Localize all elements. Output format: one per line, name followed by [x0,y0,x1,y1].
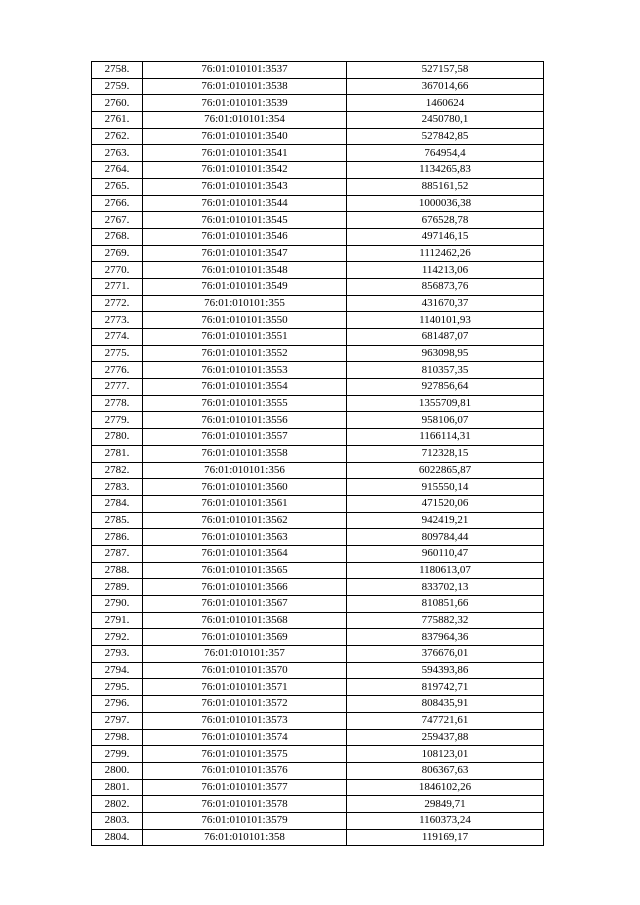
cadastral-value-cell: 963098,95 [347,345,544,362]
cadastral-value-cell: 809784,44 [347,529,544,546]
table-row [92,345,544,362]
row-number-cell: 2767. [92,212,143,229]
cadastral-number-cell: 76:01:010101:3538 [143,78,347,95]
row-number-cell: 2761. [92,112,143,129]
table-row [92,95,544,112]
cadastral-value-cell: 431670,37 [347,295,544,312]
cadastral-number-cell: 76:01:010101:3542 [143,162,347,179]
table-row [92,262,544,279]
table-row [92,679,544,696]
cadastral-number-cell: 76:01:010101:3575 [143,746,347,763]
cadastral-number-cell: 76:01:010101:3550 [143,312,347,329]
table-row [92,562,544,579]
cadastral-number-cell: 76:01:010101:3537 [143,62,347,79]
table-row [92,245,544,262]
table-row [92,329,544,346]
table-row [92,529,544,546]
cadastral-value-cell: 712328,15 [347,445,544,462]
cadastral-value-cell: 819742,71 [347,679,544,696]
table-row [92,612,544,629]
cadastral-value-cell: 806367,63 [347,762,544,779]
row-number-cell: 2778. [92,395,143,412]
cadastral-value-cell: 747721,61 [347,712,544,729]
cadastral-number-cell: 76:01:010101:3552 [143,345,347,362]
row-number-cell: 2790. [92,596,143,613]
cadastral-number-cell: 76:01:010101:3576 [143,762,347,779]
cadastral-value-cell: 927856,64 [347,379,544,396]
table-row [92,395,544,412]
cadastral-number-cell: 76:01:010101:3571 [143,679,347,696]
row-number-cell: 2800. [92,762,143,779]
table-body [92,62,544,846]
cadastral-number-cell: 76:01:010101:3560 [143,479,347,496]
row-number-cell: 2794. [92,662,143,679]
cadastral-value-cell: 1160373,24 [347,812,544,829]
cadastral-number-cell: 76:01:010101:3545 [143,212,347,229]
row-number-cell: 2784. [92,495,143,512]
row-number-cell: 2789. [92,579,143,596]
cadastral-value-cell: 594393,86 [347,662,544,679]
cadastral-value-cell: 764954,4 [347,145,544,162]
cadastral-number-cell: 76:01:010101:3539 [143,95,347,112]
table-row [92,545,544,562]
table-row [92,712,544,729]
cadastral-number-cell: 76:01:010101:3554 [143,379,347,396]
row-number-cell: 2801. [92,779,143,796]
cadastral-number-cell: 76:01:010101:3540 [143,128,347,145]
table-row [92,479,544,496]
table-row [92,295,544,312]
row-number-cell: 2765. [92,178,143,195]
cadastral-number-cell: 76:01:010101:3574 [143,729,347,746]
cadastral-number-cell: 76:01:010101:3562 [143,512,347,529]
row-number-cell: 2785. [92,512,143,529]
cadastral-number-cell: 76:01:010101:3544 [143,195,347,212]
cadastral-value-cell: 681487,07 [347,329,544,346]
row-number-cell: 2788. [92,562,143,579]
row-number-cell: 2797. [92,712,143,729]
cadastral-value-cell: 376676,01 [347,646,544,663]
table-row [92,495,544,512]
table-row [92,762,544,779]
cadastral-number-cell: 76:01:010101:3579 [143,812,347,829]
row-number-cell: 2802. [92,796,143,813]
table-row [92,278,544,295]
cadastral-value-cell: 808435,91 [347,696,544,713]
cadastral-number-cell: 76:01:010101:356 [143,462,347,479]
cadastral-number-cell: 76:01:010101:3541 [143,145,347,162]
table-row [92,212,544,229]
table-row [92,228,544,245]
table-row [92,162,544,179]
table-row [92,362,544,379]
table-row [92,596,544,613]
cadastral-value-cell: 1140101,93 [347,312,544,329]
cadastral-number-cell: 76:01:010101:357 [143,646,347,663]
cadastral-number-cell: 76:01:010101:3546 [143,228,347,245]
cadastral-number-cell: 76:01:010101:3555 [143,395,347,412]
table-row [92,629,544,646]
cadastral-number-cell: 76:01:010101:3565 [143,562,347,579]
cadastral-number-cell: 76:01:010101:3549 [143,278,347,295]
cadastral-value-cell: 527157,58 [347,62,544,79]
row-number-cell: 2774. [92,329,143,346]
cadastral-number-cell: 76:01:010101:3566 [143,579,347,596]
cadastral-value-cell: 885161,52 [347,178,544,195]
table-row [92,696,544,713]
row-number-cell: 2803. [92,812,143,829]
row-number-cell: 2796. [92,696,143,713]
cadastral-number-cell: 76:01:010101:3551 [143,329,347,346]
row-number-cell: 2773. [92,312,143,329]
table-row [92,112,544,129]
row-number-cell: 2780. [92,429,143,446]
cadastral-number-cell: 76:01:010101:3556 [143,412,347,429]
cadastral-number-cell: 76:01:010101:355 [143,295,347,312]
cadastral-value-cell: 471520,06 [347,495,544,512]
cadastral-value-cell: 527842,85 [347,128,544,145]
table-row [92,512,544,529]
row-number-cell: 2787. [92,545,143,562]
row-number-cell: 2792. [92,629,143,646]
table-row [92,312,544,329]
row-number-cell: 2768. [92,228,143,245]
table-row [92,462,544,479]
row-number-cell: 2760. [92,95,143,112]
cadastral-value-cell: 915550,14 [347,479,544,496]
table-row [92,579,544,596]
cadastral-value-cell: 1460624 [347,95,544,112]
cadastral-number-cell: 76:01:010101:3570 [143,662,347,679]
cadastral-value-cell: 942419,21 [347,512,544,529]
cadastral-number-cell: 76:01:010101:358 [143,829,347,846]
cadastral-number-cell: 76:01:010101:3568 [143,612,347,629]
table-row [92,412,544,429]
table-row [92,746,544,763]
row-number-cell: 2759. [92,78,143,95]
cadastral-value-cell: 1134265,83 [347,162,544,179]
cadastral-value-cell: 810357,35 [347,362,544,379]
row-number-cell: 2758. [92,62,143,79]
table-row [92,78,544,95]
cadastral-value-cell: 1166114,31 [347,429,544,446]
table-row [92,429,544,446]
cadastral-value-cell: 2450780,1 [347,112,544,129]
row-number-cell: 2793. [92,646,143,663]
row-number-cell: 2781. [92,445,143,462]
cadastral-value-cell: 1846102,26 [347,779,544,796]
row-number-cell: 2804. [92,829,143,846]
row-number-cell: 2762. [92,128,143,145]
cadastral-number-cell: 76:01:010101:3547 [143,245,347,262]
row-number-cell: 2764. [92,162,143,179]
row-number-cell: 2791. [92,612,143,629]
cadastral-value-cell: 114213,06 [347,262,544,279]
cadastral-value-cell: 837964,36 [347,629,544,646]
cadastral-number-cell: 76:01:010101:3561 [143,495,347,512]
row-number-cell: 2775. [92,345,143,362]
cadastral-value-cell: 6022865,87 [347,462,544,479]
table-row [92,379,544,396]
row-number-cell: 2763. [92,145,143,162]
table-row [92,779,544,796]
row-number-cell: 2798. [92,729,143,746]
table-row [92,812,544,829]
cadastral-value-cell: 1112462,26 [347,245,544,262]
cadastral-value-cell: 259437,88 [347,729,544,746]
cadastral-number-cell: 76:01:010101:354 [143,112,347,129]
cadastral-number-cell: 76:01:010101:3563 [143,529,347,546]
row-number-cell: 2799. [92,746,143,763]
cadastral-number-cell: 76:01:010101:3567 [143,596,347,613]
row-number-cell: 2777. [92,379,143,396]
row-number-cell: 2770. [92,262,143,279]
cadastral-value-cell: 856873,76 [347,278,544,295]
table-row [92,662,544,679]
cadastral-value-table [91,61,544,846]
table-row [92,729,544,746]
cadastral-number-cell: 76:01:010101:3548 [143,262,347,279]
cadastral-number-cell: 76:01:010101:3569 [143,629,347,646]
row-number-cell: 2771. [92,278,143,295]
cadastral-value-cell: 29849,71 [347,796,544,813]
cadastral-value-cell: 119169,17 [347,829,544,846]
table-row [92,195,544,212]
row-number-cell: 2772. [92,295,143,312]
cadastral-number-cell: 76:01:010101:3553 [143,362,347,379]
cadastral-value-cell: 960110,47 [347,545,544,562]
cadastral-number-cell: 76:01:010101:3578 [143,796,347,813]
cadastral-value-cell: 958106,07 [347,412,544,429]
cadastral-value-cell: 497146,15 [347,228,544,245]
cadastral-value-cell: 676528,78 [347,212,544,229]
cadastral-number-cell: 76:01:010101:3577 [143,779,347,796]
cadastral-value-cell: 367014,66 [347,78,544,95]
row-number-cell: 2783. [92,479,143,496]
table-row [92,796,544,813]
row-number-cell: 2769. [92,245,143,262]
cadastral-number-cell: 76:01:010101:3543 [143,178,347,195]
table-row [92,62,544,79]
row-number-cell: 2776. [92,362,143,379]
row-number-cell: 2795. [92,679,143,696]
cadastral-value-cell: 108123,01 [347,746,544,763]
cadastral-number-cell: 76:01:010101:3572 [143,696,347,713]
row-number-cell: 2786. [92,529,143,546]
cadastral-value-cell: 1180613,07 [347,562,544,579]
cadastral-value-cell: 1355709,81 [347,395,544,412]
table-row [92,145,544,162]
cadastral-number-cell: 76:01:010101:3564 [143,545,347,562]
table-row [92,178,544,195]
table-row [92,646,544,663]
cadastral-number-cell: 76:01:010101:3573 [143,712,347,729]
row-number-cell: 2779. [92,412,143,429]
cadastral-number-cell: 76:01:010101:3558 [143,445,347,462]
row-number-cell: 2766. [92,195,143,212]
cadastral-value-cell: 1000036,38 [347,195,544,212]
cadastral-value-cell: 810851,66 [347,596,544,613]
cadastral-value-cell: 833702,13 [347,579,544,596]
cadastral-number-cell: 76:01:010101:3557 [143,429,347,446]
table-row [92,829,544,846]
row-number-cell: 2782. [92,462,143,479]
cadastral-value-cell: 775882,32 [347,612,544,629]
table-row [92,445,544,462]
table-row [92,128,544,145]
